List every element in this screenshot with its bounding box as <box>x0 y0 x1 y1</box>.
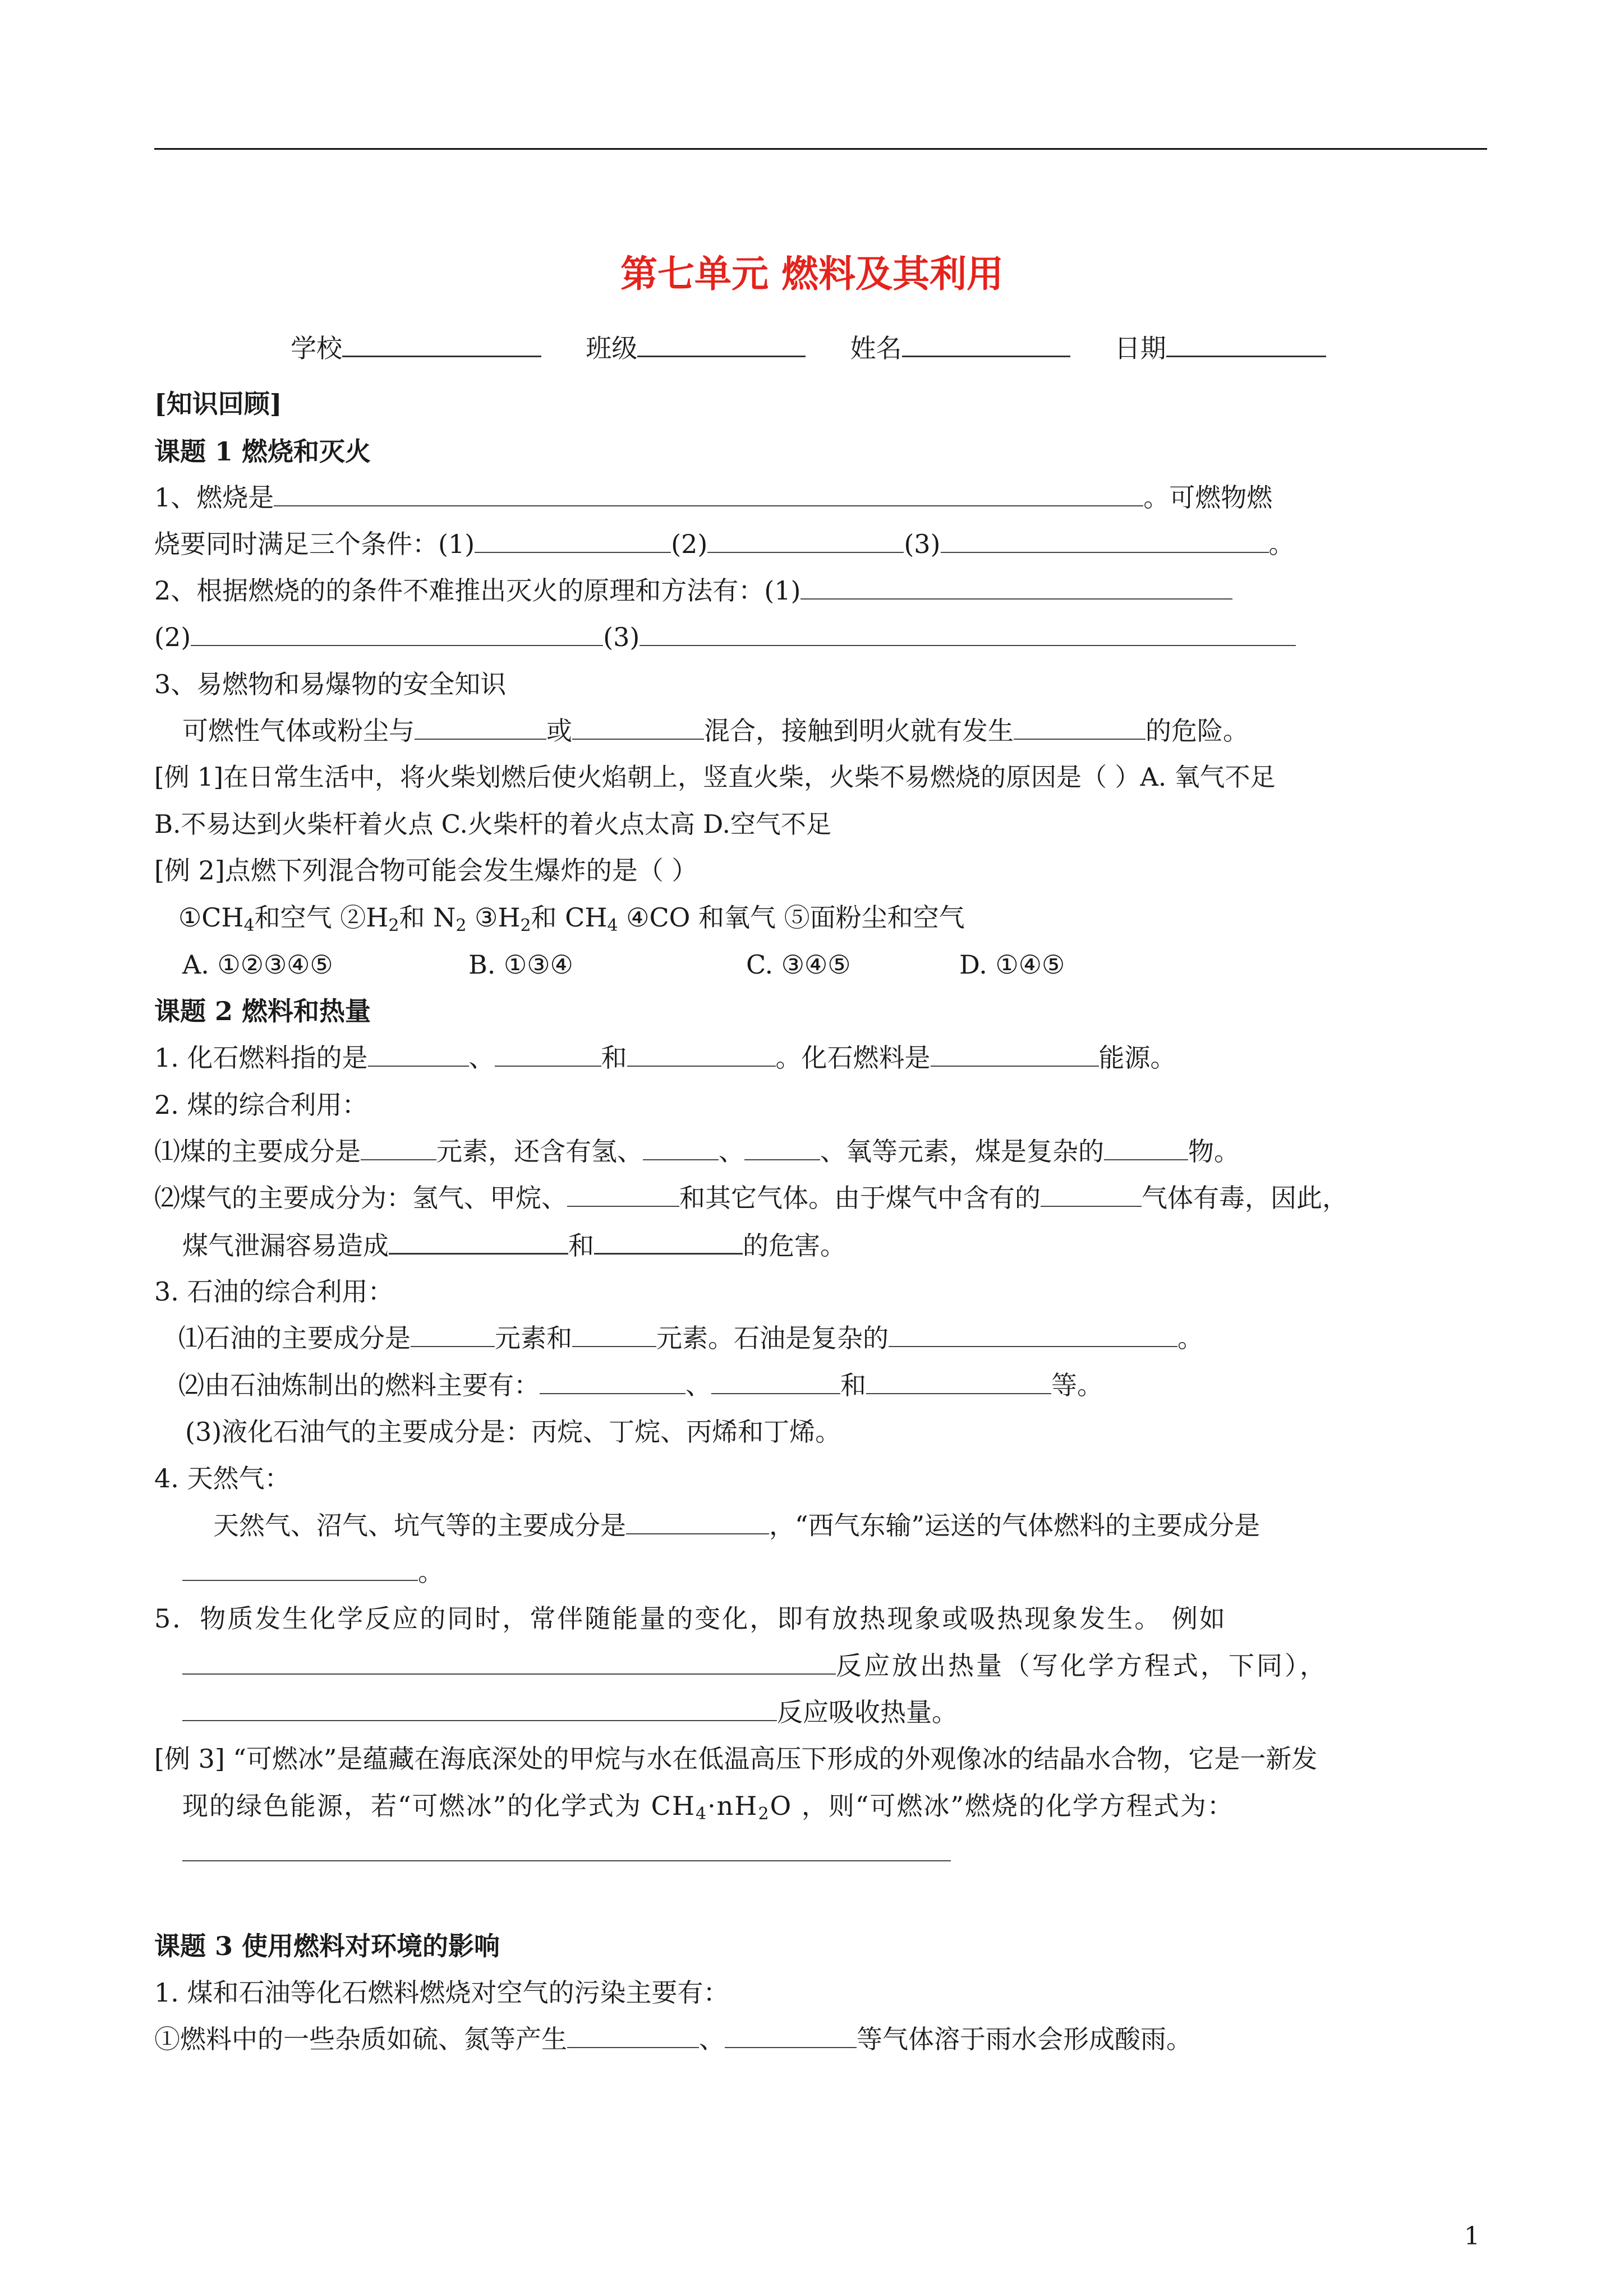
t2q1-blank1[interactable] <box>368 1041 469 1067</box>
t2q31-text-a: ⑴石油的主要成分是 <box>178 1323 411 1353</box>
t2q21-text-a: ⑴煤的主要成分是 <box>154 1136 361 1167</box>
topic2-q4-line1 <box>213 1509 1260 1542</box>
topic2-q4: 4. 天然气： <box>154 1463 291 1493</box>
q2-method2-label: (2) <box>154 622 191 652</box>
q1-cond-text: 烧要同时满足三个条件：(1) <box>154 529 475 559</box>
example3-line2 <box>182 1789 1234 1823</box>
topic1-q3-fill <box>182 714 1249 748</box>
q2-method2-blank[interactable] <box>191 620 603 646</box>
topic2-q5-line3 <box>182 1695 958 1729</box>
q3-text-a: 可燃性气体或粉尘与 <box>182 716 415 746</box>
topic3-heading: 课题 3 使用燃料对环境的影响 <box>154 1931 500 1961</box>
q1-cond3-label: (3) <box>904 529 941 559</box>
t2q1-text-c: 和 <box>601 1043 627 1073</box>
t2q32-text-d: 等。 <box>1051 1370 1103 1400</box>
ex2-sub: 4 <box>243 916 255 935</box>
t2q21-blank2[interactable] <box>643 1135 719 1160</box>
ex3-text: 现的绿色能源，若“可燃冰”的化学式为 CH <box>182 1791 696 1821</box>
topic1-q1-line2 <box>154 527 1295 561</box>
example2-answer-c: C. ③④⑤ <box>746 949 851 980</box>
t2q21-text-b: 元素，还含有氢、 <box>436 1136 643 1167</box>
t2q1-blank3[interactable] <box>627 1041 776 1067</box>
topic2-q5-line1: 5．物质发生化学反应的同时，常伴随能量的变化，即有放热现象或吸热现象发生。 例如 <box>154 1603 1227 1634</box>
ex3-text: ·nH <box>707 1791 758 1821</box>
q1-text-end: 。可燃物燃 <box>1143 482 1273 513</box>
example3-line1: [例 3] “可燃冰”是蕴藏在海底深处的甲烷与水在低温高压下形成的外观像冰的结晶水合物，它是一新发 <box>154 1744 1318 1774</box>
example2-question: [例 2]点燃下列混合物可能会发生爆炸的是（ ） <box>154 855 698 886</box>
t2q1-blank2[interactable] <box>495 1041 601 1067</box>
ex2-sub: 2 <box>388 916 399 935</box>
topic2-q2: 2. 煤的综合利用： <box>154 1090 368 1120</box>
q1-cond3-blank[interactable] <box>941 527 1269 553</box>
t2q21-blank3[interactable] <box>744 1135 820 1160</box>
q1-blank[interactable] <box>274 481 1143 506</box>
q3-text-d: 的危险。 <box>1145 716 1249 746</box>
t2q31-blank1[interactable] <box>411 1321 495 1347</box>
t2q32-blank3[interactable] <box>866 1368 1051 1394</box>
example1-question: [例 1]在日常生活中，将火柴划燃后使火焰朝上，竖直火柴，火柴不易燃烧的原因是（ ）A. 氧气不足 <box>154 762 1276 792</box>
t2q31-text-b: 元素和 <box>495 1323 572 1353</box>
ex3-text: O ，则“可燃冰”燃烧的化学方程式为： <box>770 1791 1234 1821</box>
t3q11-text-c: 等气体溶于雨水会形成酸雨。 <box>857 2024 1192 2054</box>
example2-answer-b: B. ①③④ <box>468 949 573 980</box>
q2-text: 2、根据燃烧的的条件不难推出灭火的原理和方法有：(1) <box>154 575 801 606</box>
example3-answer-line <box>182 1836 951 1869</box>
class-blank[interactable] <box>637 331 806 357</box>
school-label: 学校 <box>291 333 342 363</box>
page-title: 第七单元 燃料及其利用 <box>620 252 1004 296</box>
ex2-item-text: ①CH <box>178 902 244 933</box>
q2-method1-blank[interactable] <box>801 574 1232 600</box>
topic2-q2-1 <box>154 1135 1240 1168</box>
ex2-item-text: 和空气 ②H <box>254 902 389 933</box>
q2-method3-label: (3) <box>603 622 640 652</box>
q3-text-b: 或 <box>546 716 572 746</box>
ex2-item-text: 和 N <box>399 902 456 933</box>
t2q32-text-c: 和 <box>840 1370 866 1400</box>
topic2-q3-2 <box>178 1368 1103 1402</box>
class-label: 班级 <box>586 333 638 363</box>
t2q5-endo-blank[interactable] <box>182 1695 777 1721</box>
t2q31-text-c: 元素。石油是复杂的 <box>656 1323 889 1353</box>
q3-text-c: 混合，接触到明火就有发生 <box>704 716 1014 746</box>
section-review-heading: [知识回顾] <box>154 389 282 419</box>
name-label: 姓名 <box>850 333 902 363</box>
t2q5-text-c: 反应吸收热量。 <box>777 1697 958 1727</box>
topic1-heading: 课题 1 燃烧和灭火 <box>154 436 371 467</box>
t2q22-text-c: 气体有毒，因此， <box>1142 1183 1348 1213</box>
school-blank[interactable] <box>342 331 541 357</box>
t2q1-blank4[interactable] <box>931 1041 1099 1067</box>
t2q5-text-b: 反应放出热量（写化学方程式，下同）， <box>836 1650 1328 1681</box>
q1-text: 1、燃烧是 <box>154 482 274 513</box>
t3q11-blank1[interactable] <box>567 2022 699 2048</box>
q1-cond1-blank[interactable] <box>475 527 671 553</box>
t2q4-blank2[interactable] <box>182 1555 418 1581</box>
q3-blank2[interactable] <box>572 714 704 740</box>
header-rule <box>154 148 1487 150</box>
ex3-sub: 4 <box>695 1804 708 1824</box>
t3q11-text-a: ①燃料中的一些杂质如硫、氮等产生 <box>154 2024 567 2054</box>
topic2-heading: 课题 2 燃料和热量 <box>154 996 371 1026</box>
ex2-sub: 4 <box>607 916 618 935</box>
t2q22-blank3[interactable] <box>389 1228 568 1255</box>
t2q1-text-b: 、 <box>468 1043 495 1073</box>
topic1-q3: 3、易燃物和易爆物的安全知识 <box>154 669 507 699</box>
t2q22-text-a: ⑵煤气的主要成分为：氢气、甲烷、 <box>154 1183 567 1213</box>
t2q4-blank1[interactable] <box>626 1509 769 1534</box>
t2q21-blank1[interactable] <box>361 1135 436 1160</box>
ex2-sub: 2 <box>456 916 467 935</box>
t2q1-text-e: 能源。 <box>1098 1043 1176 1073</box>
t2q32-blank1[interactable] <box>540 1368 686 1394</box>
t2q4-text-b: ，“西气东输”运送的气体燃料的主要成分是 <box>769 1510 1260 1541</box>
q2-method3-blank[interactable] <box>640 620 1296 646</box>
t2q4-text-a: 天然气、沼气、坑气等的主要成分是 <box>213 1510 626 1541</box>
example2-answer-d: D. ①④⑤ <box>959 949 1065 980</box>
topic2-q5-line2 <box>182 1649 1328 1682</box>
t2q31-blank2[interactable] <box>572 1321 656 1347</box>
topic2-q3-1 <box>178 1321 1203 1355</box>
example2-items <box>178 901 965 934</box>
t2q31-text-d: 。 <box>1177 1323 1203 1353</box>
topic2-q3-3: (3)液化石油气的主要成分是：丙烷、丁烷、丙烯和丁烯。 <box>185 1417 841 1447</box>
t2q1-text-a: 1. 化石燃料指的是 <box>154 1043 368 1073</box>
t3q11-text-b: 、 <box>699 2024 725 2054</box>
topic2-q2-2 <box>154 1181 1348 1215</box>
topic1-q2-line2 <box>154 620 1296 654</box>
topic1-q1-line1 <box>154 481 1272 514</box>
t2q21-text-e: 物。 <box>1188 1136 1240 1167</box>
t2q1-text-d: 。化石燃料是 <box>775 1043 931 1073</box>
t2q21-text-c: 、 <box>719 1136 744 1167</box>
topic2-q2-2-cont <box>182 1228 846 1262</box>
date-blank[interactable] <box>1166 331 1326 357</box>
t2q21-text-d: 、氧等元素，煤是复杂的 <box>820 1136 1104 1167</box>
topic3-q1-1 <box>154 2022 1192 2056</box>
q1-period: 。 <box>1268 529 1295 559</box>
t2q4-text-c: 。 <box>418 1557 444 1587</box>
q1-cond2-blank[interactable] <box>707 527 904 553</box>
ex2-item-text: ③H <box>466 902 521 933</box>
topic1-q2-line1 <box>154 574 1232 607</box>
name-blank[interactable] <box>902 331 1070 357</box>
ex2-item-text: 和 CH <box>531 902 608 933</box>
example1-options: B.不易达到火柴杆着火点 C.火柴杆的着火点太高 D.空气不足 <box>154 809 831 839</box>
t2q32-text-b: 、 <box>686 1370 711 1400</box>
q3-blank3[interactable] <box>1014 714 1145 740</box>
ex2-item-text: ④CO 和氧气 ⑤面粉尘和空气 <box>618 902 965 933</box>
date-label: 日期 <box>1114 333 1166 363</box>
t2q22-text-f: 的危害。 <box>743 1230 846 1261</box>
topic2-q4-line2 <box>182 1555 444 1589</box>
topic2-q3: 3. 石油的综合利用： <box>154 1276 394 1307</box>
example2-answer-a: A. ①②③④⑤ <box>182 949 333 980</box>
t2q22-text-e: 和 <box>568 1230 594 1261</box>
t2q32-text-a: ⑵由石油炼制出的燃料主要有： <box>178 1370 540 1400</box>
ex3-answer-blank[interactable] <box>182 1836 951 1861</box>
info-row <box>291 331 1326 365</box>
q3-blank1[interactable] <box>415 714 546 740</box>
t2q5-exo-blank[interactable] <box>182 1649 836 1675</box>
t2q22-text-b: 和其它气体。由于煤气中含有的 <box>679 1183 1041 1213</box>
t2q22-blank2[interactable] <box>1041 1181 1142 1207</box>
q1-cond2-label: (2) <box>671 529 708 559</box>
t2q22-blank1[interactable] <box>567 1181 679 1207</box>
page-number: 1 <box>1464 2222 1480 2251</box>
t3q11-blank2[interactable] <box>725 2022 857 2048</box>
topic3-q1: 1. 煤和石油等化石燃料燃烧对空气的污染主要有： <box>154 1977 729 2008</box>
t2q21-blank4[interactable] <box>1104 1135 1188 1160</box>
t2q22-text-d: 煤气泄漏容易造成 <box>182 1230 389 1261</box>
ex3-sub: 2 <box>758 1804 770 1824</box>
topic2-q1 <box>154 1041 1176 1075</box>
t2q31-blank3[interactable] <box>889 1321 1177 1347</box>
t2q22-blank4[interactable] <box>594 1228 743 1255</box>
ex2-sub: 2 <box>520 916 531 935</box>
t2q32-blank2[interactable] <box>711 1368 840 1394</box>
